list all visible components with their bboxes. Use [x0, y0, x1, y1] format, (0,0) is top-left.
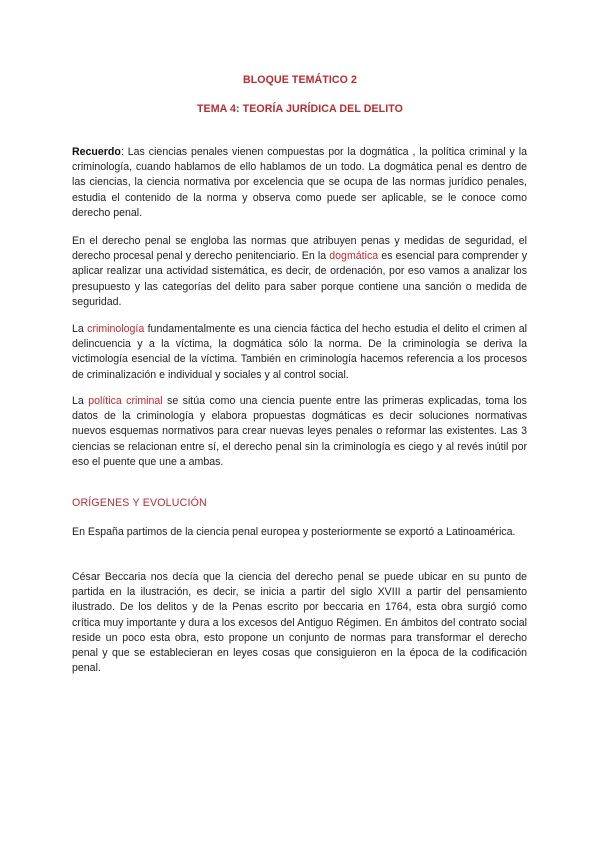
- paragraph-recuerdo: [72, 145, 527, 221]
- section-heading: ORÍGENES Y EVOLUCIÓN: [72, 497, 207, 509]
- paragraph-derecho-penal: [72, 234, 527, 310]
- paragraph-text: se sitúa como una ciencia puente entre las primeras explicadas, toma los datos de la criminología y elabora propuestas dogmáticas es decir soluciones normativas nuevos esquemas normativos para crear nuevas leyes penales o reformar las existentes. Las 3 ciencias se relacionan entre sí, el derecho penal sin la criminología es ciego y al revés inútil por eso el puente que une a ambas.: [72, 395, 527, 468]
- paragraph-text: : Las ciencias penales vienen compuestas por la dogmática , la política criminal y la criminología, cuando hablamos de ello hablamos de un todo. La dogmática penal es dentro de las ciencias, la ciencia normativa por excelencia que se ocupa de las normas jurídico penales, estudia el contenido de la norma y observa como puede ser aplicable, se le conoce como derecho penal.: [72, 146, 527, 219]
- block-title: BLOQUE TEMÁTICO 2: [242, 74, 358, 86]
- paragraph-text: La: [72, 395, 89, 407]
- paragraph-politica-criminal: [72, 394, 527, 470]
- paragraph-text: La: [72, 323, 88, 335]
- paragraph-espana: En España partimos de la ciencia penal europea y posteriormente se exportó a Latinoamérica.: [72, 526, 516, 538]
- topic-title: TEMA 4: TEORÍA JURÍDICA DEL DELITO: [196, 103, 404, 115]
- paragraph-beccaria: César Beccaria nos decía que la ciencia del derecho penal se puede ubicar en su punto de partida en la ilustración, es decir, se inicia a partir del siglo XVIII a partir del pensamiento ilustrado. De los delitos y de la Penas escrito por beccaria en 1764, esta obra surgió como crítica muy importante y dura a los excesos del Antiguo Régimen. En ámbitos del contrato social reside un poco esta obra, esto propone un conjunto de normas para transformar el derecho penal y que se establecieran en leyes cosas que consiguieron en la época de la codificación penal.: [72, 571, 527, 675]
- paragraph-lead: Recuerdo: [72, 146, 121, 158]
- paragraph-criminologia: [72, 322, 527, 383]
- term-dogmatica: dogmática: [329, 250, 379, 263]
- term-criminologia: criminología: [87, 323, 145, 335]
- paragraph-text: fundamentalmente es una ciencia fáctica del hecho estudia el delito el crimen al delincuencia y a la víctima, la dogmática sólo la norma. De la criminología se deriva la victimología esencial de la víctima. También en criminología hacemos referencia a los procesos de criminalización e individual y sociales y al control social.: [72, 323, 527, 381]
- paragraph-text: es esencial para comprender y aplicar realizar una actividad sistemática, es decir, de ordenación, por eso vamos a analizar los presupuesto y las categorías del delito para saber porque contiene una sanción o medida de seguridad.: [72, 250, 527, 308]
- term-politica-criminal: política criminal: [88, 395, 163, 407]
- paragraph-text: En el derecho penal se engloba las normas que atribuyen penas y medidas de seguridad, el derecho procesal penal y derecho penitenciario. En la: [72, 235, 527, 263]
